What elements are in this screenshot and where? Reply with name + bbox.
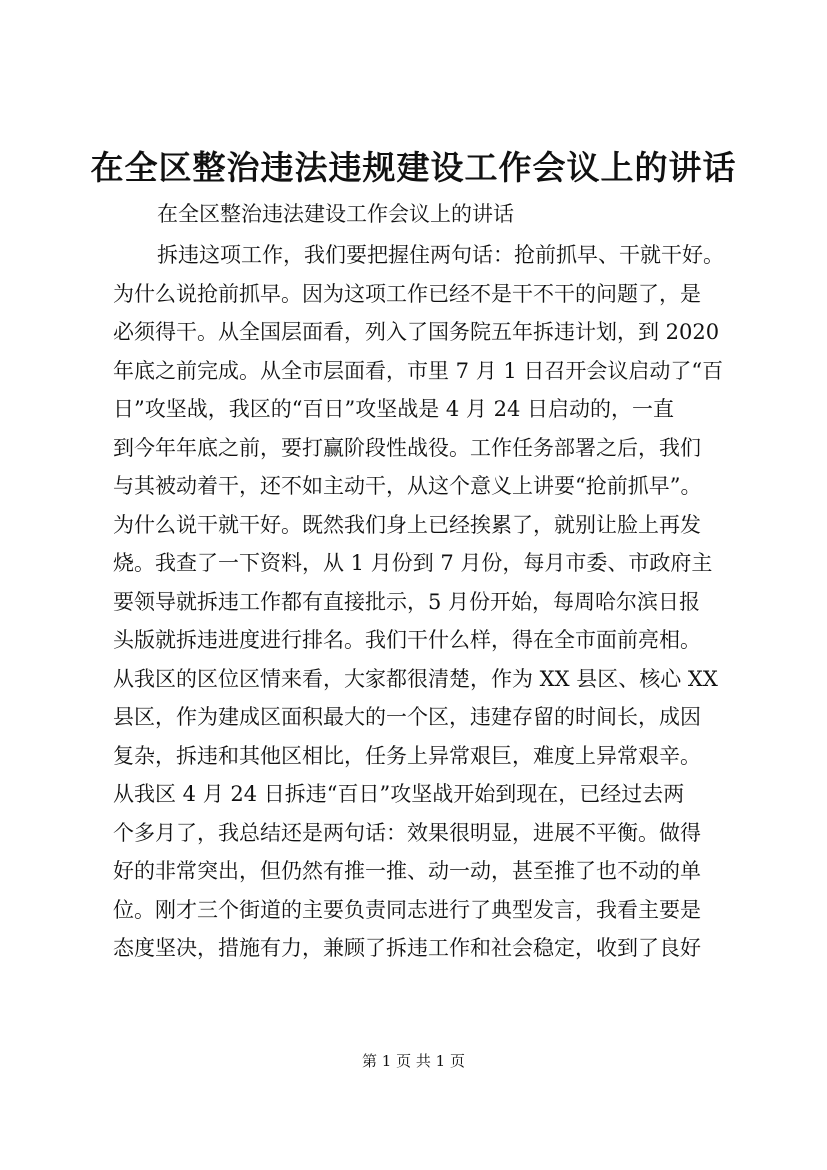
body-line: 为什么说干就干好。既然我们身上已经挨累了，就别让脸上再发 [113,512,701,537]
body-line: 个多月了，我总结还是两句话：效果很明显，进展不平衡。做得 [113,820,701,845]
body-line: 为什么说抢前抓早。因为这项工作已经不是干不干的问题了，是 [113,281,701,306]
body-line: 要领导就拆违工作都有直接批示，5 月份开始，每周哈尔滨日报 [113,589,701,614]
body-line: 头版就拆违进度进行排名。我们干什么样，得在全市面前亮相。 [113,628,701,652]
document-title: 在全区整治违法违规建设工作会议上的讲话 [90,148,737,187]
body-line: 日”攻坚战，我区的“百日”攻坚战是 4 月 24 日启动的，一直 [113,397,674,421]
body-line: 复杂，拆违和其他区相比，任务上异常艰巨，难度上异常艰辛。 [113,743,701,768]
body-line: 与其被动着干，还不如主动干，从这个意义上讲要“抢前抓早”。 [113,474,702,498]
document-subtitle: 在全区整治违法建设工作会议上的讲话 [157,202,514,226]
body-line: 县区，作为建成区面积最大的一个区，违建存留的时间长，成因 [113,705,701,729]
body-line: 从我区的区位区情来看，大家都很清楚，作为 XX 县区、核心 XX [113,666,718,691]
body-line: 到今年年底之前，要打赢阶段性战役。工作任务部署之后，我们 [113,435,701,460]
body-line: 烧。我查了一下资料，从 1 月份到 7 月份，每月市委、市政府主 [113,551,713,575]
body-line: 年底之前完成。从全市层面看，市里 7 月 1 日召开会议启动了“百 [113,358,724,383]
body-line: 位。刚才三个街道的主要负责同志进行了典型发言，我看主要是 [113,897,701,922]
body-line: 好的非常突出，但仍然有推一推、动一动，甚至推了也不动的单 [113,859,701,883]
body-line: 从我区 4 月 24 日拆违“百日”攻坚战开始到现在，已经过去两 [113,782,685,806]
body-line: 拆违这项工作，我们要把握住两句话：抢前抓早、干就干好。 [157,243,724,267]
page-number-footer: 第 1 页 共 1 页 [362,1052,465,1070]
document-body [113,236,743,968]
body-line: 态度坚决，措施有力，兼顾了拆违工作和社会稳定，收到了良好 [113,936,701,960]
body-line: 必须得干。从全国层面看，列入了国务院五年拆违计划，到 2020 [113,320,720,344]
